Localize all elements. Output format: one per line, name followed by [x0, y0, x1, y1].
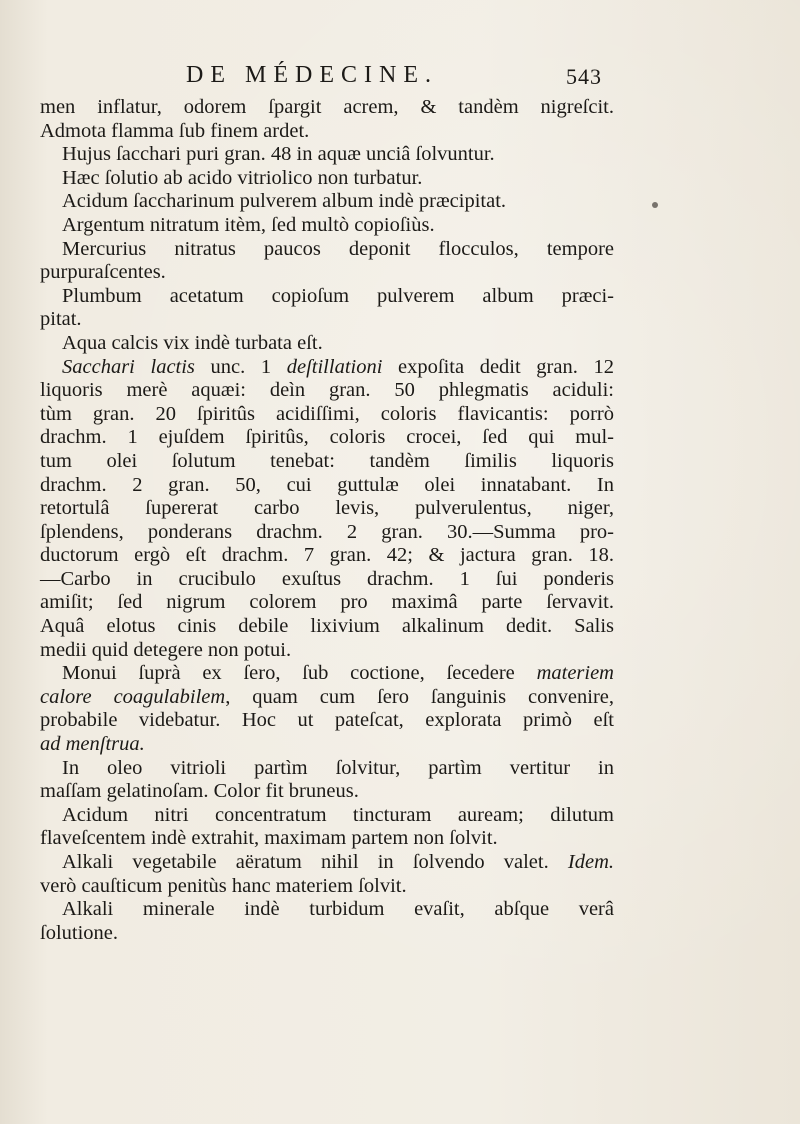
text-line: liquoris merè aquæi: deìn gran. 50 phlegmatis aciduli: — [40, 379, 614, 402]
text-line: Plumbum acetatum copioſum pulverem album præci- — [62, 284, 614, 307]
text-span: Alkali vegetabile aëratum nihil in ſolvendo valet. — [62, 851, 568, 873]
italic-span: ad menſtrua. — [40, 733, 145, 756]
text-line — [40, 851, 614, 875]
text-line: tùm gran. 20 ſpiritûs acidiſſimi, coloris flavicantis: porrò — [40, 402, 614, 425]
text-line — [40, 356, 614, 380]
text-line: Acidum ſaccharinum pulverem album indè præcipitat. — [62, 190, 507, 213]
text-span: Monui ſuprà ex ſero, ſub coctione, ſecedere — [62, 662, 537, 685]
text-line: —Carbo in crucibulo exuſtus drachm. 1 ſui ponderis — [40, 567, 614, 590]
text-line: drachm. 1 ejuſdem ſpiritûs, coloris crocei, ſed qui mul- — [40, 426, 614, 449]
text-line — [40, 733, 614, 757]
text-line: amiſit; ſed nigrum colorem pro maximâ parte ſervavit. — [40, 591, 614, 614]
text-line: Alkali minerale indè turbidum evaſit, abſque verâ — [62, 898, 614, 921]
italic-span: calore coagulabilem — [40, 685, 226, 708]
ink-stain — [652, 202, 658, 208]
text-span: unc. 1 — [194, 355, 287, 378]
text-line: medii quid detegere non potui. — [40, 638, 292, 661]
text-line: drachm. 2 gran. 50, cui guttulæ olei innatabant. In — [40, 473, 614, 496]
italic-span: Sacchari lactis — [62, 355, 195, 378]
text-line: Aqua calcis vix indè turbata eſt. — [62, 331, 323, 354]
text-line: maſſam gelatinoſam. Color fit bruneus. — [40, 780, 359, 803]
text-line: ductorum ergò eſt drachm. 7 gran. 42; & jactura gran. 18. — [40, 544, 614, 567]
text-line: Hæc ſolutio ab acido vitriolico non turbatur. — [62, 166, 423, 189]
italic-span: Idem. — [567, 851, 614, 873]
text-line: ſolutione. — [40, 921, 119, 944]
text-line: tum olei ſolutum tenebat: tandèm ſimilis liquoris — [40, 449, 614, 472]
text-line: men inflatur, odorem ſpargit acrem, & tandèm nigreſcit. — [40, 96, 614, 118]
page-number: 543 — [566, 64, 602, 89]
running-title: DE MÉDECINE. — [186, 62, 438, 88]
text-line: In oleo vitrioli partìm ſolvitur, partìm vertitur in — [62, 756, 614, 779]
text-line: verò cauſticum penitùs hanc materiem ſolvit. — [40, 874, 407, 897]
text-line: Admota flamma ſub finem ardet. — [40, 119, 310, 142]
text-line — [40, 662, 614, 686]
italic-span: materiem — [536, 662, 614, 685]
text-span: expoſita dedit gran. 12 — [382, 355, 614, 378]
text-line: Mercurius nitratus paucos deponit flocculos, tempore — [62, 237, 614, 260]
text-line: pitat. — [40, 308, 82, 331]
text-line — [40, 686, 614, 710]
body-text — [40, 96, 614, 945]
text-span: , quam cum ſero ſanguinis convenire, — [225, 685, 614, 708]
text-line: probabile videbatur. Hoc ut pateſcat, explorata primò eſt — [40, 709, 614, 732]
text-line: flaveſcentem indè extrahit, maximam partem non ſolvit. — [40, 827, 498, 850]
text-line: Acidum nitri concentratum tincturam auream; dilutum — [62, 803, 614, 826]
italic-span: deſtillationi — [286, 355, 383, 378]
text-line: Argentum nitratum itèm, ſed multò copioſiùs. — [62, 213, 435, 236]
text-line: ſplendens, ponderans drachm. 2 gran. 30.—Summa pro- — [40, 520, 614, 543]
text-line: purpuraſcentes. — [40, 261, 166, 284]
text-line: Hujus ſacchari puri gran. 48 in aquæ unciâ ſolvuntur. — [62, 143, 495, 166]
text-line: Aquâ elotus cinis debile lixivium alkalinum dedit. Salis — [40, 615, 614, 638]
text-line: retortulâ ſupererat carbo levis, pulverulentus, niger, — [40, 497, 614, 520]
page-header — [0, 62, 800, 92]
